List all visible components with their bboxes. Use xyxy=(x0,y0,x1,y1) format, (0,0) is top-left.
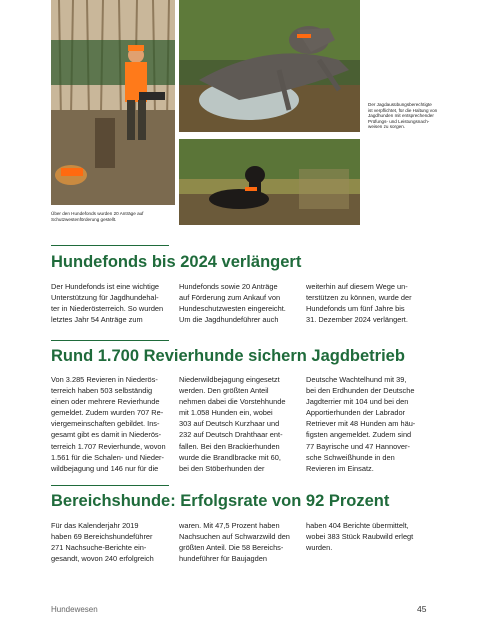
text-line: werden. Den größten Anteil xyxy=(179,386,269,396)
caption-line: Jagdhunden mit entsprechender xyxy=(368,113,434,119)
section-headline: Hundefonds bis 2024 verlängert xyxy=(51,253,302,271)
text-line: 232 auf Deutsch Drahthaar ent- xyxy=(179,430,283,440)
text-line: Für das Kalenderjahr 2019 xyxy=(51,521,139,530)
text-line: Niederwildbejagung eingesetzt xyxy=(179,375,280,384)
text-line: wurde die Brandlbracke mit 60, xyxy=(179,452,281,462)
text-line: hundeführer für Baujagden xyxy=(179,554,267,564)
text-line: terstützen zu können, wurde der xyxy=(306,293,412,303)
text-line: bei den Erdhunden der Deutsche xyxy=(306,386,415,396)
text-line: gemeldet. Zudem wurden 707 Re- xyxy=(51,408,164,418)
text-line: einen oder mehrere Revierhunde xyxy=(51,397,160,407)
section-headline: Bereichshunde: Erfolgsrate von 92 Prozent xyxy=(51,492,390,510)
text-column xyxy=(179,281,297,325)
text-line: sche Schweißhunde in den xyxy=(306,452,395,462)
text-line: Hundefonds um fünf Jahre bis xyxy=(306,304,405,314)
text-line: wurden. xyxy=(306,543,333,553)
text-line: 303 auf Deutsch Kurzhaar und xyxy=(179,419,280,429)
text-line: 271 Nachsuche-Berichte ein- xyxy=(51,543,147,553)
text-line: viergemeinschaften gebildet. Ins- xyxy=(51,419,160,429)
text-line: gesamt gibt es damit in Niederös- xyxy=(51,430,162,440)
caption-line: weisen zu sorgen. xyxy=(368,124,406,130)
photo-dachshund xyxy=(179,139,360,225)
text-line: terreich haben 503 selbständig xyxy=(51,386,153,396)
section-headline: Rund 1.700 Revierhunde sichern Jagdbetrieb xyxy=(51,347,405,365)
text-line: terreich 1.707 Revierhunde, wovon xyxy=(51,441,166,451)
text-line: bei den Stöberhunden der xyxy=(179,463,265,473)
text-line: 1.561 für die Schalen- und Nieder- xyxy=(51,452,164,462)
text-line: waren. Mit 47,5 Prozent haben xyxy=(179,521,280,530)
text-line: wobei 383 Stück Raubwild erlegt xyxy=(306,532,414,542)
photo-hunter-with-dog xyxy=(51,0,175,205)
text-line: ter in Niederösterreich. So wurden xyxy=(51,304,164,314)
text-line: Um die Jagdhundeführer auch xyxy=(179,315,279,325)
text-line: fallen. Bei den Brackierhunden xyxy=(179,441,280,451)
text-line: wildbejagung und 146 nur für die xyxy=(51,463,159,473)
headline-rule xyxy=(51,245,169,246)
text-line: Von 3.285 Revieren in Niederös- xyxy=(51,375,158,384)
text-column xyxy=(51,520,169,564)
text-line: weiterhin auf diesem Wege un- xyxy=(306,282,408,291)
text-line: Hundefonds sowie 20 Anträge xyxy=(179,282,278,291)
text-line: letztes Jahr 54 Anträge zum xyxy=(51,315,143,325)
footer-section-name: Hundewesen xyxy=(51,605,98,614)
text-column xyxy=(306,520,430,553)
page-number: 45 xyxy=(417,604,427,614)
text-line: 31. Dezember 2024 verlängert. xyxy=(306,315,408,325)
text-column xyxy=(179,374,297,474)
text-column xyxy=(179,520,297,564)
headline-rule xyxy=(51,485,169,486)
photo-caption-right xyxy=(368,102,437,130)
text-line: auf Förderung zum Ankauf von xyxy=(179,293,281,303)
text-line: mit 1.058 Hunden ein, wobei xyxy=(179,408,273,418)
text-column xyxy=(306,281,430,325)
text-line: nehmen dabei die Vorstehhunde xyxy=(179,397,286,407)
text-line: Revieren im Einsatz. xyxy=(306,463,374,473)
text-line: haben 404 Berichte übermittelt, xyxy=(306,521,409,530)
text-line: Jagdterrier mit 104 und bei den xyxy=(306,397,409,407)
caption-line: Prüfungs- und Leistungsnach- xyxy=(368,118,430,124)
text-line: Hundeschutzwesten eingereicht. xyxy=(179,304,286,314)
caption-line: Der Jagdausübungsberechtigte xyxy=(368,102,432,107)
caption-line: Schutzwestenförderung gestellt. xyxy=(51,216,117,222)
text-line: Nachsuchen auf Schwarzwild den xyxy=(179,532,290,542)
headline-rule xyxy=(51,340,169,341)
caption-line: Über den Hundefonds wurden 20 Anträge auf xyxy=(51,211,144,216)
text-line: Retriever mit 48 Hunden am häu- xyxy=(306,419,416,429)
text-line: Deutsche Wachtelhund mit 39, xyxy=(306,375,407,384)
text-column xyxy=(51,281,169,325)
text-line: Unterstützung für Jagdhundehal- xyxy=(51,293,159,303)
text-line: 77 Bayrische und 47 Hannover- xyxy=(306,441,410,451)
photo-dog-jumping-water xyxy=(179,0,360,132)
text-line: größten Anteil. Die 58 Bereichs- xyxy=(179,543,284,553)
text-line: Der Hundefonds ist eine wichtige xyxy=(51,282,160,291)
text-line: haben 69 Bereichshundeführer xyxy=(51,532,153,542)
caption-line: ist verpflichtet, für die Haltung von xyxy=(368,107,438,113)
text-column xyxy=(306,374,430,474)
text-line: Apportierhunden der Labrador xyxy=(306,408,406,418)
text-column xyxy=(51,374,169,474)
photo-caption-left xyxy=(51,211,143,222)
text-line: gesandt, wovon 240 erfolgreich xyxy=(51,554,154,564)
text-line: figsten angemeldet. Zudem sind xyxy=(306,430,412,440)
